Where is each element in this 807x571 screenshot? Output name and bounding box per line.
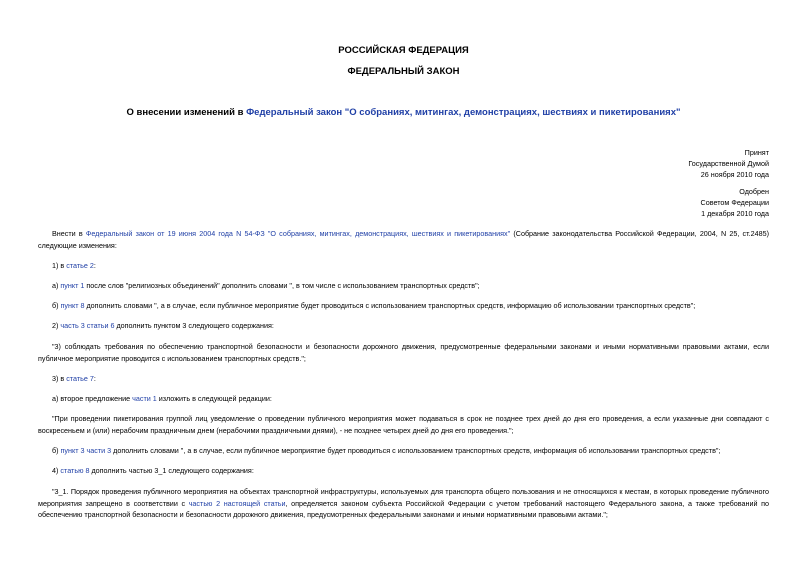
part-link[interactable]: частью 2 настоящей статьи bbox=[188, 498, 286, 508]
text-fragment: а) второе предложение bbox=[52, 394, 133, 403]
item-4 bbox=[38, 465, 769, 477]
point-link[interactable]: пункт 1 bbox=[60, 281, 85, 290]
text-fragment: дополнить частью 3_1 следующего содержания: bbox=[89, 466, 254, 475]
adoption-line: Одобрен bbox=[739, 187, 769, 196]
title-law-link[interactable]: Федеральный закон "О собраниях, митингах, демонстрациях, шествиях и пикетированиях" bbox=[246, 107, 681, 118]
adoption-council bbox=[701, 186, 769, 219]
point-link[interactable]: пункт 3 bbox=[60, 446, 85, 455]
item-3b bbox=[38, 445, 769, 457]
text-fragment: б) bbox=[52, 301, 61, 310]
text-fragment: 3) в bbox=[52, 374, 67, 383]
country-heading: РОССИЙСКАЯ ФЕДЕРАЦИЯ bbox=[338, 45, 469, 56]
article-link[interactable]: статью 8 bbox=[60, 466, 90, 475]
adoption-duma bbox=[688, 147, 769, 180]
text-fragment: 2) bbox=[52, 321, 61, 330]
part-link[interactable]: части 3 bbox=[86, 446, 112, 455]
adoption-line: 1 декабря 2010 года bbox=[701, 209, 769, 218]
text-fragment: б) bbox=[52, 446, 61, 455]
text-fragment: дополнить словами ", а в случае, если публичное мероприятие будет проводиться с использованием транспортных средств, информация об использовании транспортных средств"; bbox=[111, 446, 721, 455]
text-fragment: : bbox=[93, 374, 96, 383]
item-2 bbox=[38, 320, 769, 332]
part-link[interactable]: части 1 bbox=[132, 394, 157, 403]
text-fragment: дополнить пунктом 3 следующего содержания: bbox=[114, 321, 274, 330]
item-4-quote bbox=[38, 486, 769, 521]
text-fragment: : bbox=[93, 261, 96, 270]
text-fragment: а) bbox=[52, 281, 61, 290]
item-1 bbox=[38, 260, 769, 272]
part-link[interactable]: часть 3 bbox=[60, 321, 85, 330]
text-fragment: 4) bbox=[52, 466, 61, 475]
text-fragment: Внести в bbox=[52, 229, 86, 238]
law-link[interactable]: Федеральный закон от 19 июня 2004 года N 54-ФЗ "О собраниях, митингах, демонстрациях, шествиях и пикетированиях" bbox=[85, 229, 511, 238]
text-fragment: изложить в следующей редакции: bbox=[156, 394, 272, 403]
text-fragment: дополнить словами ", а в случае, если публичное мероприятие будет проводиться с использованием транспортных средств, информацию об использовании транспортных средств"; bbox=[84, 301, 696, 310]
adoption-line: Советом Федерации bbox=[700, 198, 769, 207]
article-link[interactable]: статье 2 bbox=[66, 261, 94, 270]
document-title bbox=[0, 107, 807, 118]
article-link[interactable]: статьи 6 bbox=[86, 321, 115, 330]
text-fragment: 1) в bbox=[52, 261, 67, 270]
text-fragment: "3_1. Порядок проведения публичного мероприятия на объектах транспортной инфраструктуры, используемых для транспорта общего пользования и не относящихся к местам, в которых проведение публичного мероприятия запрещено в соответствии с bbox=[38, 487, 769, 508]
item-3a bbox=[38, 393, 769, 405]
article-link[interactable]: статье 7 bbox=[66, 374, 94, 383]
doc-type-heading: ФЕДЕРАЛЬНЫЙ ЗАКОН bbox=[347, 66, 460, 77]
intro-paragraph bbox=[38, 228, 769, 251]
item-1a bbox=[38, 280, 769, 292]
item-1b bbox=[38, 300, 769, 312]
adoption-line: 26 ноября 2010 года bbox=[700, 170, 769, 179]
adoption-line: Принят bbox=[744, 148, 769, 157]
text-fragment: после слов "религиозных объединений" дополнить словами ", в том числе с использованием транспортных средств"; bbox=[84, 281, 480, 290]
item-2-quote: "3) соблюдать требования по обеспечению транспортной безопасности и безопасности дорожного движения, предусмотренные федеральными законами и иными нормативными правовыми актами, если публичное мероприятие проводится с использованием транспортных средств."; bbox=[38, 342, 769, 363]
adoption-line: Государственной Думой bbox=[688, 159, 769, 168]
text-fragment: (Собрание законодательства Российской Федерации, 2004, N 25, ст.2485) следующие изменения: bbox=[38, 229, 770, 250]
text-fragment: , определяется законом субъекта Российской Федерации с учетом требований настоящего Федерального закона, а также требований по обеспечению транспортной безопасности и безопасности дорожного движения, предусмотренных федеральными законами и иными нормативными правовыми актами."; bbox=[38, 498, 770, 519]
item-3a-quote: "При проведении пикетирования группой лиц уведомление о проведении публичного мероприятия может подаваться в срок не позднее трех дней до дня его проведения, а если указанные дни совпадают с воскресеньем и (или) нерабочим праздничным днем (нерабочими праздничными днями), - не позднее четырех дней до дня его проведения."; bbox=[38, 414, 769, 435]
item-3 bbox=[38, 373, 769, 385]
point-link[interactable]: пункт 8 bbox=[60, 301, 85, 310]
title-prefix: О внесении изменений в bbox=[126, 107, 247, 118]
